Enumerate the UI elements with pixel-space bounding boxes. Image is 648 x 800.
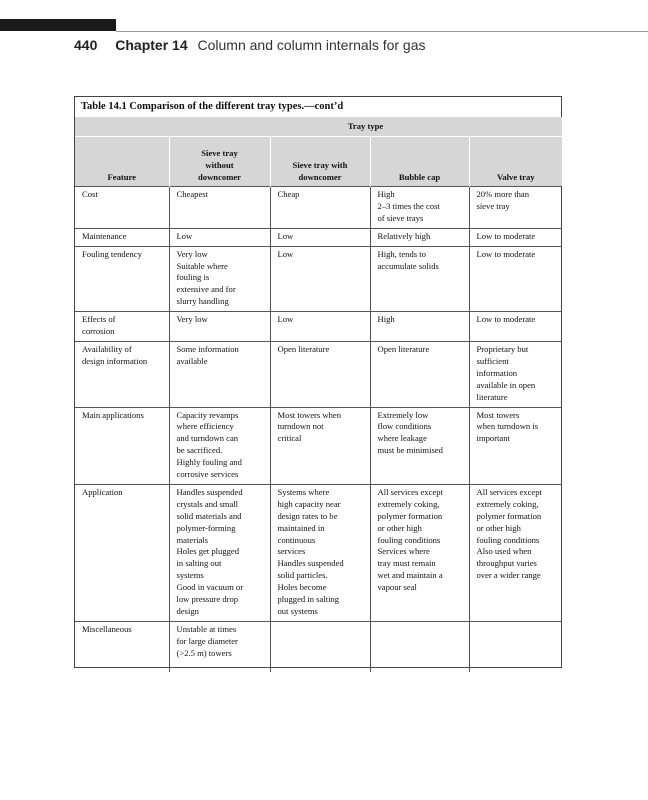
cell-text-line: accumulate solids <box>377 260 439 271</box>
cell-text-line: of sieve trays <box>377 212 424 223</box>
column-header-4: Valve tray <box>469 137 562 187</box>
cell-text-line: Capacity revamps <box>176 409 239 420</box>
cell-text-line: or other high <box>377 522 422 533</box>
cell-feature <box>75 246 169 312</box>
cell-valve <box>469 621 562 672</box>
cell-text-line: important <box>476 433 510 444</box>
table-row <box>75 246 562 312</box>
cell-text-line: where leakage <box>377 433 427 444</box>
cell-text-line: must be minimised <box>377 445 443 456</box>
cell-valve <box>469 407 562 484</box>
cell-text-line: All services except <box>476 486 542 497</box>
cell-text-line: Holes get plugged <box>176 546 240 557</box>
cell-text-line: Highly fouling and <box>176 457 242 468</box>
cell-text-line: Low to moderate <box>476 248 536 259</box>
cell-text-line: design information <box>82 355 148 366</box>
cell-sieve-dc <box>270 187 370 229</box>
cell-feature <box>75 187 169 229</box>
cell-text-line: sufficient <box>476 355 509 366</box>
cell-bubble-cap <box>370 484 469 621</box>
cell-text-line: design <box>176 606 199 616</box>
table-body <box>75 187 562 672</box>
cell-text-line: Handles suspended <box>176 486 243 497</box>
cell-text-line: High, tends to <box>377 248 426 259</box>
table-row <box>75 341 562 407</box>
header-bar <box>0 19 116 31</box>
cell-text-line: High <box>377 314 395 325</box>
table-row <box>75 228 562 246</box>
cell-bubble-cap <box>370 621 469 672</box>
cell-text-line: High <box>377 189 395 199</box>
cell-valve <box>469 246 562 312</box>
cell-text-line: be sacrificed. <box>176 445 223 456</box>
cell-text-line: Low to moderate <box>476 314 536 325</box>
cell-text-line: polymer-forming <box>176 522 236 533</box>
cell-feature <box>75 312 169 342</box>
cell-text-line: flow conditions <box>377 421 432 432</box>
cell-text-line: vapour seal <box>377 582 417 593</box>
cell-text-line: Handles suspended <box>277 558 344 569</box>
chapter-label: Chapter 14 <box>115 37 188 53</box>
cell-text-line: (>2.5 m) towers <box>176 647 232 658</box>
cell-text-line: Low <box>176 230 193 241</box>
cell-bubble-cap <box>370 312 469 342</box>
column-header-2: Sieve tray with downcomer <box>270 137 370 187</box>
cell-text-line: Miscellaneous <box>82 623 132 634</box>
cell-text-line: All services except <box>377 486 443 497</box>
cell-text-line: extremely coking, <box>377 498 440 509</box>
cell-text-line: throughput varies <box>476 558 537 569</box>
cell-valve <box>469 312 562 342</box>
cell-text-line: Low <box>277 230 294 241</box>
column-header-0: Feature <box>75 137 169 187</box>
cell-text-line: in salting out <box>176 558 222 569</box>
cell-text-line: available <box>176 355 208 366</box>
cell-text-line: Suitable where <box>176 260 228 271</box>
cell-sieve-dc <box>270 484 370 621</box>
chapter-title: Column and column internals for gas <box>197 37 426 53</box>
cell-text-line: solid materials and <box>176 510 242 521</box>
cell-feature <box>75 341 169 407</box>
group-header-spacer <box>75 117 169 137</box>
cell-text-line: Low <box>277 248 294 259</box>
cell-text-line: sieve tray <box>476 200 510 211</box>
cell-text-line: Proprietary but <box>476 343 529 354</box>
cell-text-line: Main applications <box>82 409 144 420</box>
tray-comparison-table <box>75 117 562 672</box>
cell-text-line: 2–3 times the cost <box>377 200 440 211</box>
cell-sieve-dc <box>270 621 370 672</box>
cell-text-line: maintained in <box>277 522 325 533</box>
cell-sieve-dc <box>270 246 370 312</box>
cell-text-line: Good in vacuum or <box>176 582 244 593</box>
cell-text-line: 20% more than <box>476 189 530 199</box>
cell-text-line: for large diameter <box>176 635 238 646</box>
cell-sieve-no-dc <box>169 341 270 407</box>
header-rule <box>116 31 648 32</box>
cell-text-line: extremely coking, <box>476 498 539 509</box>
cell-sieve-dc <box>270 228 370 246</box>
cell-text-line: polymer formation <box>377 510 443 521</box>
cell-text-line: information <box>476 367 518 378</box>
cell-text-line: low pressure drop <box>176 594 239 605</box>
cell-sieve-no-dc <box>169 228 270 246</box>
cell-text-line: when turndown is <box>476 421 539 432</box>
cell-text-line: fouling conditions <box>377 534 441 545</box>
table-row <box>75 621 562 672</box>
cell-text-line: fouling is <box>176 272 210 283</box>
cell-bubble-cap <box>370 187 469 229</box>
cell-text-line: Extremely low <box>377 409 429 420</box>
cell-text-line: Most towers <box>476 409 520 420</box>
column-header-1: Sieve tray without downcomer <box>169 137 270 187</box>
cell-text-line: plugged in salting <box>277 594 340 605</box>
cell-feature <box>75 228 169 246</box>
cell-sieve-dc <box>270 312 370 342</box>
cell-text-line: Application <box>82 486 123 497</box>
cell-feature <box>75 484 169 621</box>
cell-valve <box>469 484 562 621</box>
cell-text-line: extensive and for <box>176 284 236 295</box>
cell-text-line: Holes become <box>277 582 327 593</box>
cell-text-line: materials <box>176 534 208 545</box>
cell-text-line: design rates to be <box>277 510 338 521</box>
cell-text-line: Cheap <box>277 189 300 199</box>
cell-bubble-cap <box>370 341 469 407</box>
cell-text-line: turndown not <box>277 421 324 432</box>
cell-text-line: polymer formation <box>476 510 542 521</box>
cell-text-line: Open literature <box>277 343 330 354</box>
cell-sieve-dc <box>270 407 370 484</box>
cell-feature <box>75 621 169 672</box>
cell-text-line: over a wider range <box>476 570 541 581</box>
cell-text-line: Very low <box>176 314 208 325</box>
cell-text-line: corrosive services <box>176 469 239 480</box>
cell-text-line: Most towers when <box>277 409 341 420</box>
cell-text-line: and turndown can <box>176 433 239 444</box>
cell-sieve-no-dc <box>169 187 270 229</box>
cell-text-line: systems <box>176 570 204 581</box>
cell-text-line: Low to moderate <box>476 230 536 241</box>
cell-text-line: wet and maintain a <box>377 570 443 581</box>
page-number: 440 <box>74 37 98 53</box>
cell-text-line: Some information <box>176 343 239 354</box>
cell-text-line: Unstable at times <box>176 623 237 634</box>
cell-text-line: Availability of <box>82 343 132 354</box>
cell-text-line: Cheapest <box>176 189 209 199</box>
cell-sieve-dc <box>270 341 370 407</box>
table-caption: Table 14.1 Comparison of the different tray types.—cont’d <box>81 101 344 112</box>
cell-feature <box>75 407 169 484</box>
cell-bubble-cap <box>370 246 469 312</box>
cell-text-line: slurry handling <box>176 296 229 307</box>
cell-text-line: Cost <box>82 189 98 199</box>
cell-valve <box>469 228 562 246</box>
cell-text-line: where efficiency <box>176 421 234 432</box>
cell-text-line: Fouling tendency <box>82 248 142 259</box>
cell-text-line: high capacity near <box>277 498 341 509</box>
running-head <box>74 37 426 53</box>
cell-text-line: or other high <box>476 522 521 533</box>
cell-text-line: Open literature <box>377 343 430 354</box>
cell-text-line: Low <box>277 314 294 325</box>
cell-bubble-cap <box>370 407 469 484</box>
cell-text-line: literature <box>476 391 508 402</box>
cell-sieve-no-dc <box>169 312 270 342</box>
cell-text-line: Maintenance <box>82 230 127 241</box>
cell-text-line: Services where <box>377 546 430 557</box>
cell-text-line: Effects of <box>82 314 116 325</box>
comparison-table-box <box>74 96 562 668</box>
cell-text-line: Very low <box>176 248 208 259</box>
cell-valve <box>469 187 562 229</box>
group-header-tray-type: Tray type <box>169 117 562 137</box>
cell-sieve-no-dc <box>169 246 270 312</box>
table-row <box>75 407 562 484</box>
cell-text-line: out systems <box>277 606 318 616</box>
table-row <box>75 484 562 621</box>
cell-text-line: fouling conditions <box>476 534 540 545</box>
cell-text-line: services <box>277 546 306 557</box>
cell-text-line: continuous <box>277 534 316 545</box>
cell-valve <box>469 341 562 407</box>
cell-sieve-no-dc <box>169 484 270 621</box>
table-row <box>75 312 562 342</box>
cell-text-line: Relatively high <box>377 230 431 241</box>
cell-text-line: corrosion <box>82 326 115 337</box>
cell-text-line: Systems where <box>277 486 330 497</box>
cell-text-line: tray must remain <box>377 558 436 569</box>
table-row <box>75 187 562 229</box>
cell-text-line: Also used when <box>476 546 532 557</box>
column-header-row <box>75 137 562 187</box>
cell-sieve-no-dc <box>169 407 270 484</box>
column-header-3: Bubble cap <box>370 137 469 187</box>
cell-text-line: available in open <box>476 379 536 390</box>
cell-bubble-cap <box>370 228 469 246</box>
cell-sieve-no-dc <box>169 621 270 672</box>
cell-text-line: critical <box>277 433 302 444</box>
cell-text-line: solid particles. <box>277 570 328 581</box>
cell-text-line: crystals and small <box>176 498 239 509</box>
